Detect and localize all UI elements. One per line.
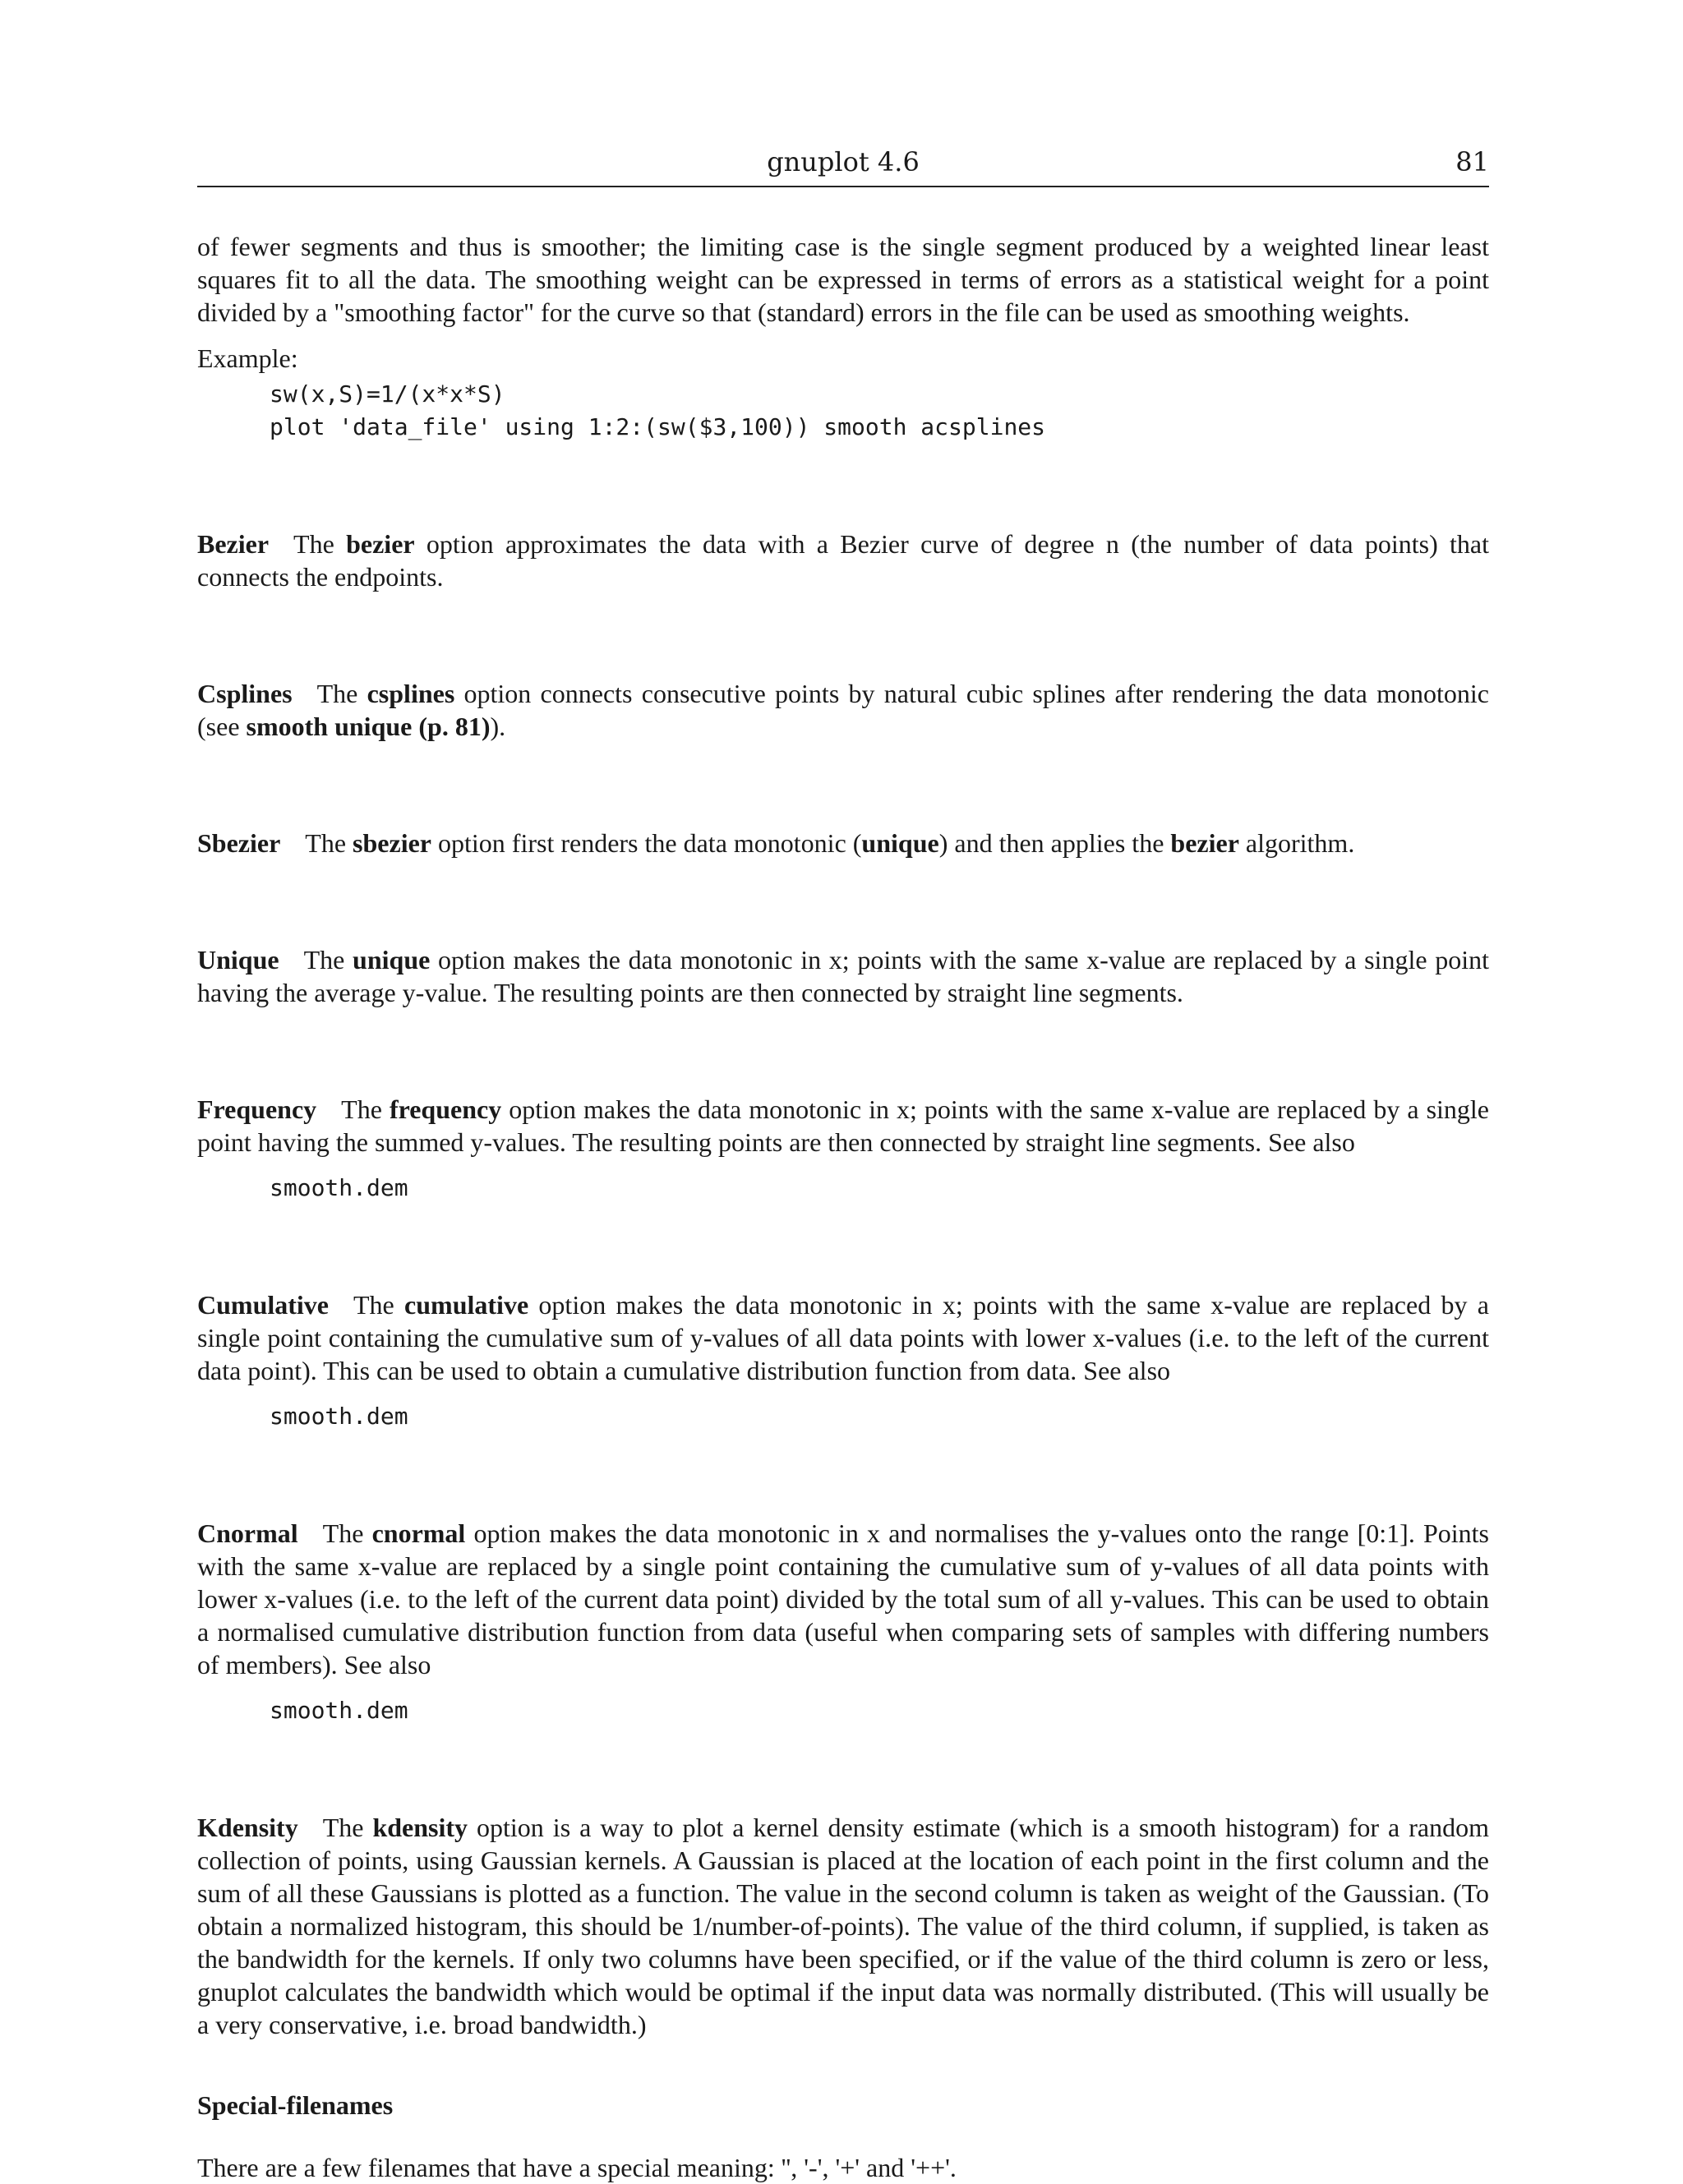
- run-in-heading: Kdensity: [197, 1813, 298, 1842]
- section-frequency: Frequency The frequency option makes the data monotonic in x; points with the same x-value are replaced by a single point having the summed y-values. The resulting points are then connected by straight line segments. See also: [197, 1094, 1490, 1157]
- section-kdensity: Kdensity The kdensity option is a way to plot a kernel density estimate (which is a smooth histogram) for a random collection of points, using Gaussian kernels. A Gaussian is placed at the location of each point in the first column and the sum of all these Gaussians is plotted as a function. The value in the second column is taken as weight of the Gaussian. (To obtain a normalized histogram, this should be 1/number-of-points). The value of the third column, if supplied, is taken as the bandwidth for the kernels. If only two columns have been specified, or if the value of the third column is zero or less, gnuplot calculates the bandwidth which would be optimal if the input data was normally distributed. (This will usually be a very conservative, i.e. broad bandwidth.): [197, 1813, 1490, 2039]
- section-bezier: Bezier The bezier option approximates the data with a Bezier curve of degree n (the number of data points) that connects the endpoints.: [197, 529, 1490, 592]
- document-page: [197, 148, 1489, 2184]
- intro-paragraph: of fewer segments and thus is smoother; the limiting case is the single segment produced by a weighted linear least squares fit to all the data. The smoothing weight can be expressed in terms of errors as a statistical weight for a point divided by a "smoothing factor" for the curve so that (standard) errors in the file can be used as smoothing weights.: [197, 232, 1489, 327]
- section-title-special-filenames: Special-filenames: [197, 2090, 394, 2120]
- section-csplines: Csplines The csplines option connects consecutive points by natural cubic splines after rendering the data monotonic (see smooth unique (p. 81)).: [197, 679, 1490, 741]
- header-title: gnuplot 4.6: [767, 146, 920, 177]
- code-line: sw(x,S)=1/(x*x*S): [270, 380, 505, 408]
- run-in-heading: Cumulative: [197, 1290, 329, 1320]
- cross-reference-link[interactable]: smooth unique (p. 81): [246, 712, 491, 741]
- run-in-heading: Bezier: [197, 529, 270, 559]
- running-header: [197, 148, 1489, 187]
- section-unique: Unique The unique option makes the data monotonic in x; points with the same x-value are replaced by a single point having the average y-value. The resulting points are then connected by straight line segments.: [197, 945, 1490, 1007]
- run-in-heading: Unique: [197, 945, 279, 975]
- page-number: 81: [1455, 146, 1489, 177]
- code-line: smooth.dem: [270, 1174, 408, 1201]
- special-filenames-paragraph: There are a few filenames that have a special meaning: '', '-', '+' and '++'.: [197, 2153, 957, 2182]
- section-sbezier: Sbezier The sbezier option first renders the data monotonic (unique) and then applies the bezier algorithm.: [197, 828, 1355, 858]
- section-cumulative: Cumulative The cumulative option makes the data monotonic in x; points with the same x-value are replaced by a single point containing the cumulative sum of y-values of all data points with lower x-values (i.e. to the left of the current data point). This can be used to obtain a cumulative distribution function from data. See also: [197, 1290, 1490, 1385]
- code-line: plot 'data_file' using 1:2:(sw($3,100)) smooth acsplines: [270, 413, 1046, 440]
- run-in-heading: Frequency: [197, 1094, 317, 1124]
- example-label: Example:: [197, 343, 298, 373]
- code-line: smooth.dem: [270, 1403, 408, 1430]
- section-cnormal: Cnormal The cnormal option makes the data monotonic in x and normalises the y-values onto the range [0:1]. Points with the same x-value are replaced by a single point containing the cumulative sum of y-values of all data points with lower x-values (i.e. to the left of the current data point) divided by the total sum of all y-values. This can be used to obtain a normalised cumulative distribution function from data (useful when comparing sets of samples with differing numbers of members). See also: [197, 1518, 1490, 1679]
- run-in-heading: Sbezier: [197, 828, 281, 858]
- run-in-heading: Cnormal: [197, 1518, 298, 1548]
- run-in-heading: Csplines: [197, 679, 293, 708]
- code-line: smooth.dem: [270, 1697, 408, 1724]
